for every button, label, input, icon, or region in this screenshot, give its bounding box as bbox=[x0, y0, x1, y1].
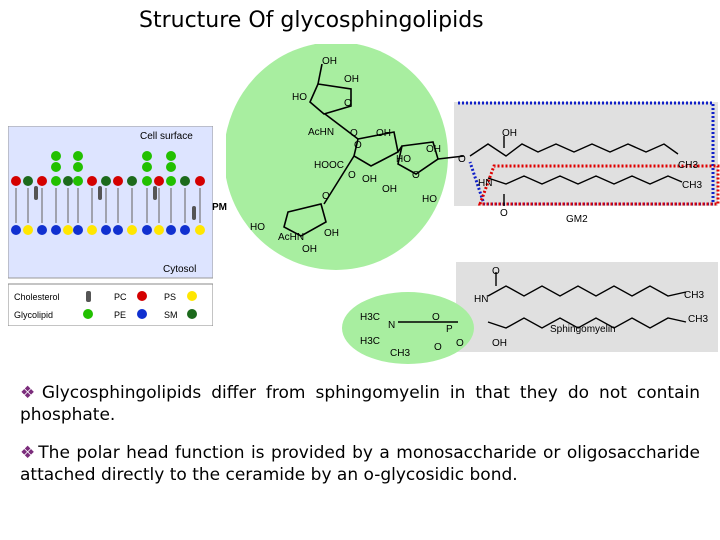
sm-group: O bbox=[434, 342, 442, 353]
sm-group: HN bbox=[474, 294, 489, 305]
gm2-group: O bbox=[348, 170, 356, 181]
gm2-group: OH bbox=[502, 128, 517, 139]
gm2-group: O bbox=[322, 191, 330, 202]
sm-group: OH bbox=[492, 338, 507, 349]
legend-cholesterol-swatch bbox=[86, 291, 91, 302]
diamond-bullet-icon: ❖ bbox=[20, 383, 40, 403]
gm2-group: CH3 bbox=[678, 160, 699, 171]
bullet-list bbox=[20, 382, 700, 502]
legend-glycolipid-label: Glycolipid bbox=[14, 310, 54, 320]
gm2-group: AcHN bbox=[278, 232, 305, 243]
gm2-group: OH bbox=[382, 184, 397, 195]
gm2-group: AcHN bbox=[308, 127, 335, 138]
gm2-group: O bbox=[458, 154, 466, 165]
bullet-text: The polar head function is provided by a monosaccharide or oligosaccharide attached directly to the ceramide by an o-glycosidic bond. bbox=[20, 443, 700, 485]
gm2-group: HN bbox=[478, 178, 493, 189]
gm2-group: CH3 bbox=[682, 180, 703, 191]
legend-pe-swatch bbox=[137, 309, 147, 319]
legend-cholesterol-label: Cholesterol bbox=[14, 292, 60, 302]
gm2-group: OH bbox=[426, 144, 441, 155]
legend-sm-swatch bbox=[187, 309, 197, 319]
gm2-group: O bbox=[500, 208, 508, 219]
page-title: Structure Of glycosphingolipids bbox=[139, 8, 484, 33]
bullet-item bbox=[20, 382, 700, 426]
gm2-group: HO bbox=[422, 194, 437, 205]
sm-group: N bbox=[388, 320, 396, 331]
gm2-group: HO bbox=[292, 92, 307, 103]
sm-group: CH3 bbox=[684, 290, 705, 301]
sm-group: H3C bbox=[360, 336, 381, 347]
gm2-group: HO bbox=[250, 222, 265, 233]
legend-sm-label: SM bbox=[164, 310, 178, 320]
legend-glycolipid-swatch bbox=[83, 309, 93, 319]
gm2-group: OH bbox=[302, 244, 317, 255]
sphingomyelin-structure bbox=[338, 262, 720, 366]
gm2-group: OH bbox=[322, 56, 337, 67]
cytosol-label: Cytosol bbox=[163, 264, 197, 275]
pm-label: PM bbox=[212, 202, 227, 213]
sm-group: O bbox=[456, 338, 464, 349]
gm2-group: HO bbox=[396, 154, 411, 165]
gm2-group: OH bbox=[344, 74, 359, 85]
legend-pc-swatch bbox=[137, 291, 147, 301]
gm2-group: O bbox=[350, 128, 358, 139]
sm-group: H3C bbox=[360, 312, 381, 323]
legend-pc-label: PC bbox=[114, 292, 127, 302]
gm2-group: HOOC bbox=[314, 160, 344, 171]
legend-pe-label: PE bbox=[114, 310, 127, 320]
gm2-group: O bbox=[344, 98, 352, 109]
bullet-item bbox=[20, 442, 700, 486]
diamond-bullet-icon: ❖ bbox=[20, 443, 37, 463]
ceramide-panel bbox=[454, 102, 718, 206]
gm2-group: OH bbox=[362, 174, 377, 185]
gm2-group: OH bbox=[324, 228, 339, 239]
gm2-structure bbox=[226, 44, 720, 270]
gm2-group: O bbox=[412, 170, 420, 181]
legend-ps-swatch bbox=[187, 291, 197, 301]
gm2-group: O bbox=[354, 140, 362, 151]
membrane-diagram bbox=[8, 126, 213, 326]
sm-group: P bbox=[446, 324, 453, 335]
gm2-group: OH bbox=[376, 128, 391, 139]
sm-group: CH3 bbox=[688, 314, 709, 325]
legend-ps-label: PS bbox=[164, 292, 177, 302]
sm-group: O bbox=[432, 312, 440, 323]
bullet-text: Glycosphingolipids differ from sphingomyelin in that they do not contain phosphate. bbox=[20, 383, 700, 425]
sm-group: O bbox=[492, 266, 500, 277]
gm2-label: GM2 bbox=[566, 214, 588, 225]
sphingomyelin-label: Sphingomyelin bbox=[550, 324, 616, 335]
cell-surface-label: Cell surface bbox=[140, 131, 193, 142]
sm-group: CH3 bbox=[390, 348, 411, 359]
